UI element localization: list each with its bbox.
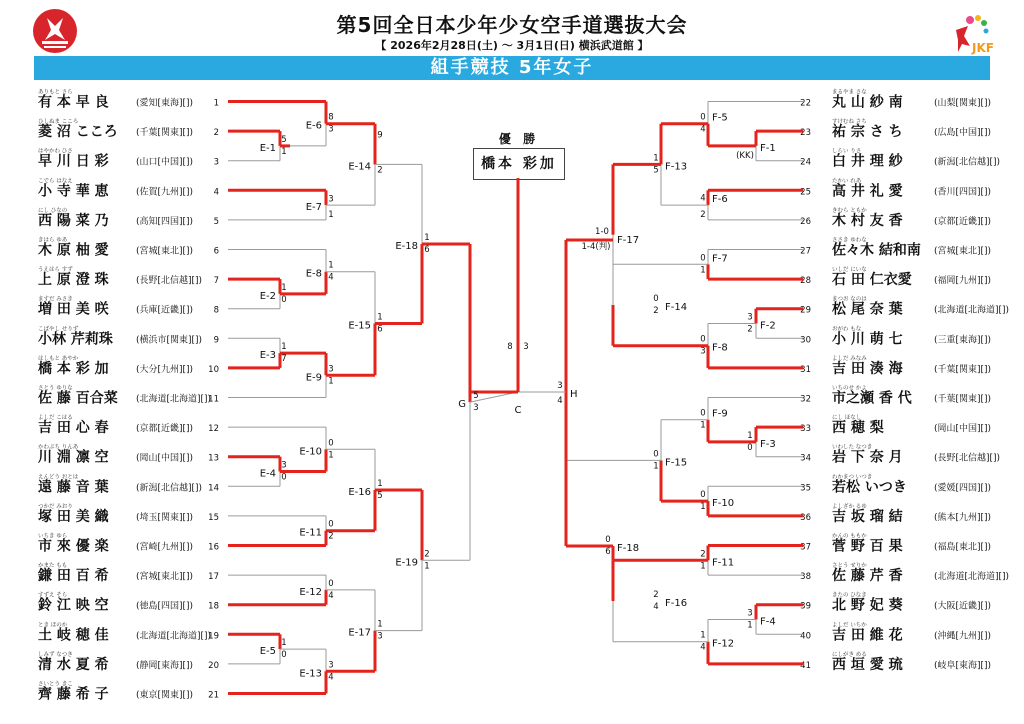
- match-score: 4: [700, 193, 706, 204]
- entrant-affiliation: (香川[四国][]): [934, 187, 992, 198]
- match-score: 0: [328, 519, 334, 530]
- entrant-seed: 11: [208, 394, 219, 405]
- entrant-ruby: すけむね さち: [832, 119, 867, 126]
- match-label: F-11: [712, 557, 735, 569]
- match-label: E-11: [299, 527, 322, 539]
- entrant-name: 吉 田 湊 海: [832, 360, 903, 377]
- match-score: 3: [473, 403, 479, 414]
- entrant-name: 遠 藤 音 葉: [38, 479, 109, 496]
- entrant-seed: 40: [800, 631, 811, 642]
- match-score: 2: [424, 549, 430, 560]
- match-score: 1: [700, 502, 706, 513]
- entrant-seed: 18: [208, 601, 219, 612]
- entrant-seed: 35: [800, 483, 811, 494]
- match-score: 1: [747, 620, 753, 631]
- entrant-ruby: うえはら すず: [38, 267, 73, 274]
- entrant-name: 白 井 理 紗: [832, 153, 903, 170]
- match-score: 1: [653, 153, 659, 164]
- match-score: 2: [328, 531, 334, 542]
- entrant-name: 吉 田 心 春: [38, 420, 109, 437]
- entrant-ruby: いしだ にいな: [832, 267, 867, 274]
- match-label: F-18: [617, 543, 640, 554]
- entrant-name: 木 原 柚 愛: [38, 242, 109, 259]
- entrant-seed: 38: [800, 572, 811, 583]
- match-label: E-10: [299, 446, 322, 458]
- entrant-affiliation: (新潟[北信越][]): [934, 157, 1001, 168]
- entrant-ruby: いちき ゆら: [38, 533, 68, 540]
- match-label: F-16: [665, 598, 688, 609]
- entrant-ruby: こでら はなえ: [38, 178, 73, 185]
- match-label: E-17: [348, 627, 371, 639]
- entrant-ruby: かわぶち りんあ: [38, 444, 79, 451]
- entrant-affiliation: (岡山[中国][]): [136, 453, 194, 464]
- entrant-seed: 41: [800, 660, 811, 671]
- match-score: 1: [700, 630, 706, 641]
- match-label: F-8: [712, 342, 728, 354]
- match-score: 1: [700, 420, 706, 431]
- match-score: 4: [700, 124, 706, 135]
- entrant-seed: 25: [800, 187, 811, 198]
- entrant-affiliation: (沖縄[九州][]): [934, 631, 992, 642]
- entrant-name: 菱 沼 こころ: [38, 124, 118, 141]
- entrant-name: 小 川 萌 七: [832, 331, 903, 348]
- svg-text:JKF: JKF: [972, 41, 994, 55]
- match-score: 1: [328, 260, 334, 271]
- entrant-affiliation: (岐阜[東海][]): [934, 660, 992, 671]
- match-score: 5: [281, 134, 287, 145]
- match-label: E-4: [259, 468, 276, 480]
- match-score: 6: [424, 244, 430, 255]
- entrant-name: 西 穂 梨: [832, 420, 884, 437]
- entrant-ruby: おがわ もな: [832, 326, 862, 333]
- match-label: F-5: [712, 112, 728, 124]
- match-label: E-2: [259, 290, 276, 302]
- entrant-affiliation: (宮城[東北][]): [136, 246, 194, 257]
- entrant-affiliation: (東京[関東][]): [136, 690, 194, 701]
- match-score: 5: [653, 165, 659, 176]
- entrant-name: 菅 野 百 果: [832, 538, 903, 555]
- entrant-seed: 7: [213, 276, 219, 287]
- entrant-affiliation: (徳島[四国][]): [136, 601, 194, 612]
- entrant-ruby: ますだ みさき: [38, 296, 73, 303]
- entrant-seed: 39: [800, 601, 811, 612]
- entrant-ruby: かんの ももか: [832, 533, 867, 540]
- entrant-seed: 27: [800, 246, 811, 257]
- match-label: E-12: [299, 586, 322, 598]
- match-label: E-1: [259, 142, 276, 154]
- entrant-name: 西 陽 菜 乃: [38, 212, 109, 229]
- entrant-name: 吉 坂 瑠 結: [832, 508, 903, 525]
- match-score: 4: [328, 590, 334, 601]
- match-score: 8: [328, 112, 334, 123]
- entrant-name: 小林 芹莉珠: [38, 331, 113, 348]
- entrant-affiliation: (静岡[東海][]): [136, 660, 194, 671]
- match-label: E-8: [305, 268, 322, 280]
- match-score: 2: [747, 324, 753, 335]
- entrant-seed: 36: [800, 512, 811, 523]
- match-score: 3: [523, 342, 529, 352]
- match-score: 1: [653, 461, 659, 472]
- match-score: 3: [747, 312, 753, 323]
- entrant-name: 西 垣 愛 琉: [832, 656, 903, 673]
- entrant-affiliation: (京都[近畿][]): [136, 424, 194, 435]
- entrant-seed: 28: [800, 276, 811, 287]
- match-label: F-9: [712, 408, 728, 420]
- match-label: H: [570, 389, 578, 400]
- match-label: E-14: [348, 161, 371, 173]
- entrant-ruby: たかい れあ: [832, 178, 862, 185]
- entrant-seed: 10: [208, 364, 219, 375]
- entrant-seed: 13: [208, 453, 219, 464]
- entrant-affiliation: (新潟[北信越][]): [136, 483, 203, 494]
- match-score: 4: [328, 672, 334, 683]
- match-label: E-7: [305, 202, 322, 214]
- match-score: 0: [328, 438, 334, 449]
- match-score: 4: [557, 396, 563, 406]
- entrant-ruby: しらい りさ: [832, 148, 862, 155]
- entrant-name: 市 來 優 楽: [38, 538, 109, 555]
- entrant-name: 市之瀬 香 代: [832, 390, 912, 407]
- entrant-name: 橋 本 彩 加: [38, 360, 109, 377]
- entrant-ruby: はやかわ ひさ: [38, 148, 73, 155]
- match-score: 1: [281, 638, 287, 649]
- entrant-ruby: いちのせ かよ: [832, 385, 867, 392]
- entrant-ruby: ありもと さら: [38, 89, 73, 96]
- match-score: 1: [424, 561, 430, 572]
- match-score: 0: [653, 449, 659, 460]
- match-label: E-5: [259, 646, 276, 658]
- entrant-name: 木 村 友 香: [832, 212, 903, 229]
- entrant-seed: 9: [213, 335, 219, 346]
- entrant-ruby: かまた もも: [38, 563, 68, 570]
- match-score: 4: [653, 602, 659, 612]
- entrant-affiliation: (長野[北信越][]): [934, 453, 1001, 464]
- match-label: E-18: [395, 240, 418, 252]
- match-score: 0: [700, 490, 706, 501]
- match-score: 0: [653, 294, 659, 304]
- entrant-name: 齊 藤 希 子: [38, 686, 109, 703]
- entrant-affiliation: (高知[四国][]): [136, 216, 194, 227]
- match-score: 0: [281, 472, 287, 483]
- match-score: 1: [377, 479, 383, 489]
- match-score: 0: [281, 294, 287, 305]
- entrant-ruby: にし ほなし: [832, 415, 862, 422]
- entrant-ruby: つかだ みおり: [38, 503, 73, 510]
- match-score: 3: [747, 608, 753, 619]
- match-score: 0: [747, 442, 753, 453]
- entrant-affiliation: (広島[中国][]): [934, 128, 992, 139]
- entrant-affiliation: (大分[九州][]): [136, 364, 194, 375]
- match-score: 1-4(判): [581, 242, 611, 252]
- match-score: 3: [328, 364, 334, 375]
- match-label: E-19: [395, 557, 418, 569]
- entrant-name: 佐 藤 百合菜: [38, 390, 118, 407]
- match-score: 1-0: [595, 227, 609, 237]
- entrant-ruby: はしもと あやか: [38, 355, 79, 362]
- match-score: 8: [507, 342, 513, 352]
- entrant-seed: 19: [208, 631, 219, 642]
- entrant-affiliation: (千葉[関東][]): [136, 128, 194, 139]
- entrant-ruby: にし ひなの: [38, 207, 68, 214]
- entrant-seed: 16: [208, 542, 219, 553]
- entrant-seed: 30: [800, 335, 811, 346]
- entrant-seed: 31: [800, 364, 811, 375]
- entrant-affiliation: (北海道[北海道][]): [136, 394, 212, 405]
- match-score: 3: [328, 194, 334, 205]
- match-score: 1: [700, 561, 706, 572]
- match-score: 2: [700, 209, 706, 220]
- match-score: 1: [328, 209, 334, 220]
- entrant-affiliation: (福岡[九州][]): [934, 276, 992, 287]
- entrant-seed: 26: [800, 216, 811, 227]
- entrant-ruby: とき ほのか: [38, 622, 68, 629]
- entrant-name: 岩 下 奈 月: [832, 449, 903, 466]
- champion-label: 優 勝: [498, 132, 540, 146]
- entrant-seed: 15: [208, 512, 219, 523]
- match-score: 0: [605, 535, 611, 545]
- entrant-affiliation: (横浜市[関東][]): [136, 335, 203, 346]
- match-label: F-15: [665, 457, 688, 469]
- match-label: E-15: [348, 320, 371, 332]
- entrant-ruby: さとう せりか: [832, 563, 867, 570]
- match-label: E-16: [348, 487, 371, 498]
- entrant-ruby: さいとう きこ: [38, 681, 73, 688]
- entrant-name: 丸 山 紗 南: [832, 94, 903, 111]
- entrant-name: 佐 藤 芹 香: [832, 568, 903, 585]
- entrant-ruby: よしざか るゆ: [832, 503, 867, 510]
- match-label: F-12: [712, 638, 735, 650]
- entrant-ruby: いわした なつき: [832, 444, 873, 451]
- entrant-name: 清 水 夏 希: [38, 656, 109, 673]
- entrant-name: 松 尾 奈 葉: [832, 301, 903, 318]
- entrant-affiliation: (熊本[九州][]): [934, 512, 992, 523]
- match-label: F-7: [712, 253, 728, 265]
- match-label: F-17: [617, 235, 640, 246]
- entrant-ruby: まるやま さな: [832, 89, 867, 96]
- match-score: 2: [700, 549, 706, 560]
- match-label: F-3: [760, 438, 776, 450]
- entrant-affiliation: (山梨[関東][]): [934, 98, 992, 109]
- entrant-seed: 6: [213, 246, 219, 257]
- entrant-name: 若松 いつき: [832, 479, 907, 496]
- entrant-name: 鎌 田 百 希: [38, 568, 109, 585]
- match-score: 0: [700, 112, 706, 123]
- entrant-name: 川 淵 凛 空: [38, 449, 109, 466]
- match-label: F-1: [760, 142, 776, 154]
- match-score: 7: [281, 354, 287, 365]
- match-score: 0: [700, 334, 706, 345]
- entrant-affiliation: (千葉[関東][]): [934, 364, 992, 375]
- entrant-ruby: きはら ゆあ: [38, 237, 68, 244]
- entrant-affiliation: (宮城[東北][]): [934, 246, 992, 257]
- entrant-affiliation: (三重[東海][]): [934, 335, 992, 346]
- entrant-affiliation: (宮城[東北][]): [136, 572, 194, 583]
- entrant-seed: 4: [213, 187, 219, 198]
- match-score: (KK): [736, 150, 754, 161]
- match-score: 1: [281, 342, 287, 353]
- entrant-name: 鈴 江 映 空: [38, 597, 109, 614]
- match-score: 1: [377, 619, 383, 630]
- champion-name: 橋本 彩加: [473, 148, 565, 180]
- entrant-name: 上 原 澄 珠: [38, 272, 109, 289]
- match-label: E-9: [305, 372, 322, 384]
- match-score: 4: [700, 642, 706, 653]
- entrant-affiliation: (福島[東北][]): [934, 542, 992, 553]
- match-score: 0: [700, 408, 706, 419]
- entrant-name: 高 井 礼 愛: [832, 183, 903, 200]
- category-banner: 組手競技 5年女子: [34, 56, 990, 80]
- match-score: 3: [328, 124, 334, 135]
- entrant-affiliation: (愛媛[四国][]): [934, 483, 992, 494]
- entrant-name: 塚 田 美 織: [38, 508, 109, 525]
- page-title: 第5回全日本少年少女空手道選抜大会: [336, 13, 688, 37]
- entrant-name: 祐 宗 さ ち: [832, 124, 903, 141]
- entrant-affiliation: (京都[近畿][]): [934, 216, 992, 227]
- entrant-ruby: よしだ みなみ: [832, 355, 867, 362]
- entrant-seed: 23: [800, 128, 811, 139]
- entrant-seed: 32: [800, 394, 811, 405]
- entrant-ruby: ひしぬま こころ: [38, 119, 79, 126]
- match-score: 1: [281, 282, 287, 293]
- entrant-ruby: すずえ そら: [38, 592, 68, 599]
- match-score: 3: [281, 460, 287, 471]
- match-score: 2: [377, 165, 383, 176]
- match-label: E-13: [299, 668, 322, 680]
- match-label: G: [458, 399, 466, 411]
- entrant-name: 佐々木 結和南: [832, 242, 921, 259]
- match-label: F-6: [712, 194, 728, 206]
- entrant-name: 早 川 日 彩: [38, 153, 109, 170]
- event-subtitle: 【 2026年2月28日(土) ～ 3月1日(日) 横浜武道館 】: [375, 39, 649, 52]
- match-label: C: [514, 405, 522, 416]
- match-score: 3: [328, 660, 334, 671]
- entrant-ruby: こばやし せりず: [38, 326, 79, 333]
- entrant-affiliation: (岡山[中国][]): [934, 424, 992, 435]
- entrant-seed: 2: [213, 128, 219, 139]
- entrant-seed: 17: [208, 572, 219, 583]
- entrant-affiliation: (北海道[北海道][]): [136, 631, 212, 642]
- entrant-name: 有 本 早 良: [38, 94, 109, 111]
- entrant-seed: 3: [213, 157, 219, 168]
- match-score: 5: [377, 491, 383, 501]
- match-score: 3: [557, 381, 563, 391]
- entrant-seed: 8: [213, 305, 219, 316]
- match-score: 0: [700, 253, 706, 264]
- match-label: F-10: [712, 498, 735, 510]
- entrant-ruby: えんどう おとは: [38, 474, 79, 481]
- entrant-ruby: きたの ひなき: [832, 592, 867, 599]
- match-label: F-2: [760, 320, 776, 332]
- entrant-affiliation: (千葉[関東][]): [934, 394, 992, 405]
- entrant-ruby: よしだ いちか: [832, 622, 867, 629]
- entrant-name: 石 田 仁衣愛: [832, 272, 912, 289]
- match-label: F-4: [760, 616, 776, 628]
- match-score: 3: [377, 631, 383, 642]
- entrant-affiliation: (埼玉[関東][]): [136, 512, 194, 523]
- match-score: 1: [377, 312, 383, 323]
- match-label: F-13: [665, 161, 688, 173]
- entrant-seed: 24: [800, 157, 811, 168]
- entrant-affiliation: (北海道[北海道][]): [934, 305, 1010, 316]
- entrant-ruby: にしがき める: [832, 651, 867, 658]
- match-score: 2: [653, 590, 659, 600]
- entrant-name: 土 岐 穂 佳: [38, 627, 109, 644]
- entrant-seed: 12: [208, 424, 219, 435]
- match-label: E-6: [305, 120, 322, 132]
- entrant-affiliation: (兵庫[近畿][]): [136, 305, 194, 316]
- match-score: 1: [281, 146, 287, 157]
- match-score: 4: [328, 272, 334, 283]
- match-score: 1: [424, 232, 430, 243]
- entrant-seed: 34: [800, 453, 811, 464]
- entrant-affiliation: (佐賀[九州][]): [136, 187, 194, 198]
- entrant-seed: 29: [800, 305, 811, 316]
- entrant-affiliation: (長野[北信越][]): [136, 276, 203, 287]
- match-score: 6: [605, 547, 611, 557]
- entrant-ruby: きむら ともか: [832, 207, 867, 214]
- entrant-affiliation: (愛知[東海][]): [136, 98, 194, 109]
- match-score: 1: [328, 376, 334, 387]
- entrant-name: 吉 田 維 花: [832, 627, 903, 644]
- entrant-affiliation: (宮崎[九州][]): [136, 542, 194, 553]
- entrant-seed: 14: [208, 483, 219, 494]
- match-score: 6: [377, 324, 383, 335]
- entrant-name: 北 野 妃 葵: [832, 597, 903, 614]
- match-score: 9: [377, 130, 383, 141]
- entrant-ruby: よしだ こはる: [38, 415, 73, 422]
- entrant-seed: 37: [800, 542, 811, 553]
- entrant-affiliation: (山口[中国][]): [136, 157, 194, 168]
- entrant-name: 増 田 美 咲: [38, 301, 109, 318]
- match-label: F-14: [665, 302, 688, 313]
- entrant-ruby: しみず なつき: [38, 651, 73, 658]
- entrant-ruby: わかまつ いつき: [832, 474, 873, 481]
- match-score: 1: [328, 450, 334, 461]
- match-label: E-3: [259, 350, 276, 362]
- match-score: 5: [473, 391, 479, 402]
- entrant-name: 小 寺 華 恵: [38, 183, 109, 200]
- match-score: 3: [700, 346, 706, 357]
- match-score: 0: [328, 578, 334, 589]
- entrant-seed: 5: [213, 216, 219, 227]
- entrant-seed: 22: [800, 98, 811, 109]
- entrant-seed: 1: [213, 98, 219, 109]
- entrant-seed: 21: [208, 690, 219, 701]
- entrant-ruby: さとう ゆりな: [38, 385, 73, 392]
- match-score: 0: [281, 650, 287, 661]
- match-score: 1: [747, 430, 753, 441]
- match-score: 1: [700, 265, 706, 276]
- entrant-seed: 33: [800, 424, 811, 435]
- entrant-seed: 20: [208, 660, 219, 671]
- entrant-ruby: まつお なのは: [832, 296, 867, 303]
- entrant-affiliation: (北海道[北海道][]): [934, 572, 1010, 583]
- entrant-affiliation: (大阪[近畿][]): [934, 601, 992, 612]
- entrant-ruby: ささき ゆわな: [832, 237, 867, 244]
- match-score: 2: [653, 306, 659, 316]
